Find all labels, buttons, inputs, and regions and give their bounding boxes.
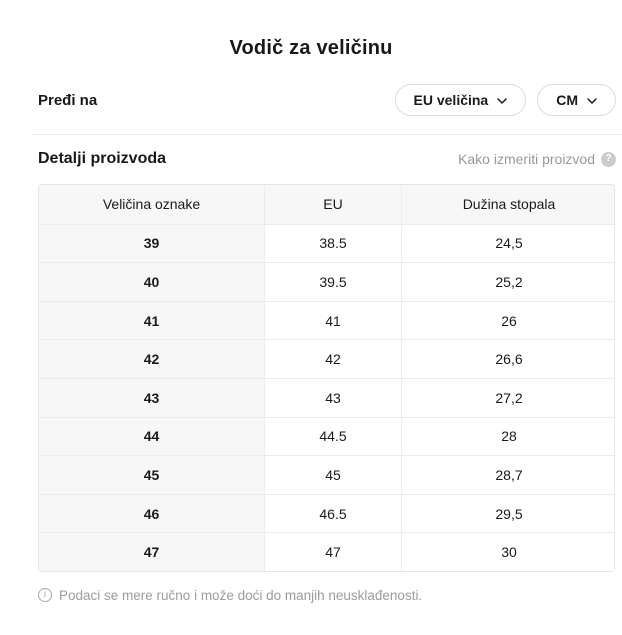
unit-selector-label: CM [556, 92, 578, 108]
value-cell: 24,5 [401, 224, 615, 263]
table-row [39, 339, 614, 378]
size-label-cell: 46 [39, 494, 264, 533]
table-row [39, 455, 614, 494]
divider [33, 134, 622, 135]
chevron-down-icon [497, 97, 507, 104]
column-header: EU [264, 185, 401, 224]
value-cell: 28,7 [401, 455, 615, 494]
size-table [38, 184, 615, 572]
value-cell: 26,6 [401, 339, 615, 378]
size-label-cell: 41 [39, 301, 264, 340]
value-cell: 30 [401, 532, 615, 571]
table-row [39, 494, 614, 533]
info-circle-icon: i [38, 588, 52, 602]
table-row [39, 532, 614, 571]
size-label-cell: 43 [39, 378, 264, 417]
column-header: Veličina oznake [39, 185, 264, 224]
column-header: Dužina stopala [401, 185, 615, 224]
table-row [39, 301, 614, 340]
value-cell: 41 [264, 301, 401, 340]
table-header-row [39, 185, 614, 224]
footer-note-text: Podaci se mere ručno i može doći do manjih neusklađenosti. [59, 587, 423, 603]
how-to-measure-label: Kako izmeriti proizvod [458, 151, 595, 167]
size-label-cell: 42 [39, 339, 264, 378]
eu-size-selector[interactable] [395, 84, 527, 116]
size-label-cell: 39 [39, 224, 264, 263]
value-cell: 47 [264, 532, 401, 571]
jump-to-label: Pređi na [38, 91, 98, 109]
value-cell: 29,5 [401, 494, 615, 533]
footer-note [38, 588, 622, 603]
selector-group [395, 84, 616, 116]
value-cell: 26 [401, 301, 615, 340]
size-label-cell: 47 [39, 532, 264, 571]
value-cell: 39.5 [264, 262, 401, 301]
table-row [39, 378, 614, 417]
unit-selector[interactable] [537, 84, 616, 116]
question-circle-icon: ? [601, 152, 616, 167]
size-label-cell: 45 [39, 455, 264, 494]
section-heading: Detalji proizvoda [38, 150, 167, 167]
page-title: Vodič za veličinu [229, 37, 393, 59]
value-cell: 38.5 [264, 224, 401, 263]
size-label-cell: 44 [39, 417, 264, 456]
value-cell: 46.5 [264, 494, 401, 533]
value-cell: 43 [264, 378, 401, 417]
value-cell: 27,2 [401, 378, 615, 417]
details-header-row [38, 150, 616, 168]
jump-to-row [38, 84, 616, 116]
how-to-measure-link[interactable] [458, 151, 616, 167]
table-row [39, 417, 614, 456]
size-label-cell: 40 [39, 262, 264, 301]
value-cell: 44.5 [264, 417, 401, 456]
chevron-down-icon [587, 97, 597, 104]
table-row [39, 262, 614, 301]
value-cell: 42 [264, 339, 401, 378]
table-row [39, 224, 614, 263]
value-cell: 45 [264, 455, 401, 494]
eu-size-selector-label: EU veličina [413, 92, 489, 108]
value-cell: 25,2 [401, 262, 615, 301]
value-cell: 28 [401, 417, 615, 456]
